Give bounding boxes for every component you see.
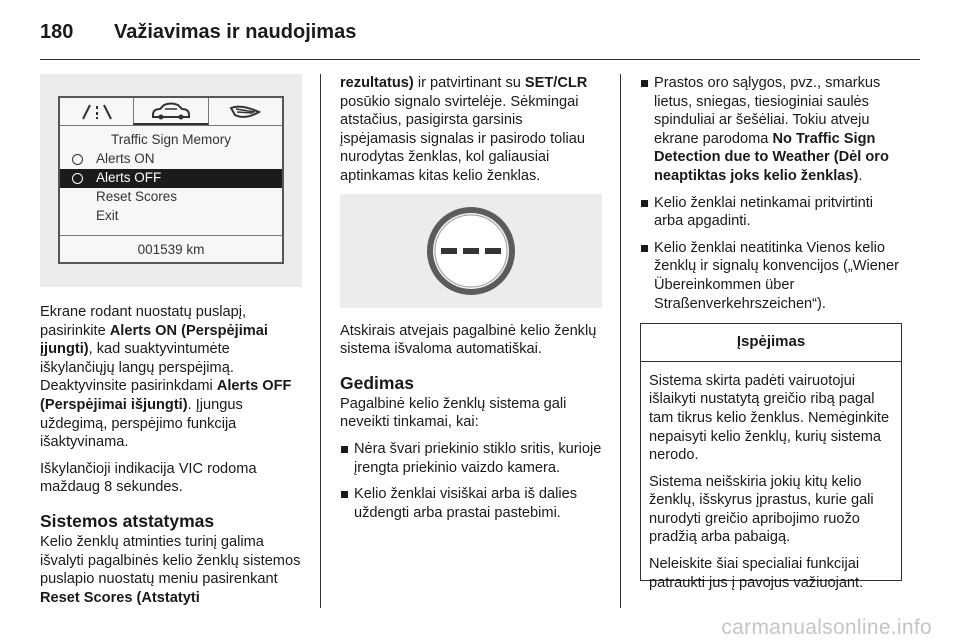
section-heading-fault: Gedimas <box>340 372 414 393</box>
list-item: Nėra švari priekinio stiklo sritis, kurioje įrengta priekinio vaizdo kamera. <box>340 440 602 477</box>
paragraph: Sistema neišskiria jokių kitų kelio ženklų, išskyrus įprastus, kurie gali nurodyti greičio apribojimo ruožo pradžią arba pabaigą. <box>649 473 874 546</box>
column-divider-2 <box>620 74 621 608</box>
paragraph: Neleiskite šiai specialiai funkcijai patraukti jus į pavojus važiuojant. <box>649 556 864 591</box>
menu-item-reset-scores[interactable]: Reset Scores <box>96 189 178 205</box>
display-tabs <box>60 98 282 126</box>
page-number: 180 <box>40 20 74 43</box>
fuel-eco-icon <box>209 98 282 125</box>
menu-item-exit[interactable]: Exit <box>96 208 119 224</box>
page-title: Važiavimas ir naudojimas <box>114 20 357 43</box>
paragraph: Kelio ženklų atminties turinį galima išvalyti pagalbinės kelio ženklų sistemos puslapio nuostatų meniu pasirenkant Reset Scores (Atstatyti <box>40 533 301 606</box>
sign-illustration <box>340 194 602 308</box>
warning-title: Įspėjimas <box>641 324 901 362</box>
warning-body <box>641 362 901 593</box>
warning-box <box>640 323 902 591</box>
radio-icon <box>72 154 83 165</box>
odometer-readout: 001539 km <box>60 235 282 262</box>
list-item: Kelio ženklai netinkamai pritvirtinti arba apgadinti. <box>640 194 902 231</box>
paragraph: Pagalbinė kelio ženklų sistema gali neveikti tinkamai, kai: <box>340 395 567 431</box>
paragraph: Sistema skirta padėti vairuotojui išlaikyti nustatytą greičio ribą pagal tam tikrus kelio ženklus. Nemėginkite nepaisyti kelio ženklų, kurių sistema nerodo. <box>649 372 890 464</box>
paragraph: Atskirais atvejais pagalbinė kelio ženklų sistema išvaloma automatiškai. <box>340 322 597 358</box>
list-item: Prastos oro sąlygos, pvz., smarkus lietus, sniegas, tiesioginiai saulės spinduliai ar šešėliai. Tokiu atveju ekrane parodoma No Traffic Sign Detection due to Weather (Dėl oro neaptiktas joks kelio ženklas). <box>640 74 902 186</box>
paragraph: Ekrane rodant nuostatų puslapį, pasirinkite Alerts ON (Perspėjimai įjungti), kad suaktyvintumėte iškylančiųjų langų perspėjimą. Deaktyvinsite pasirinkdami Alerts OFF (Perspėjimai išjungti). Įjungus uždegimą, perspėjimo funkcija išaktyvinama. <box>40 304 292 451</box>
menu-item-alerts-on[interactable]: Alerts ON <box>60 150 282 169</box>
no-sign-detected-icon <box>423 203 519 299</box>
header-rule <box>40 59 920 60</box>
column-2 <box>340 74 602 530</box>
menu-item-alerts-off[interactable]: Alerts OFF <box>60 169 282 188</box>
menu-title: Traffic Sign Memory <box>110 132 232 147</box>
list-item: Kelio ženklai visiškai arba iš dalies uždengti arba prastai pastebimi. <box>340 485 602 522</box>
column-3 <box>640 74 902 591</box>
paragraph: Iškylančioji indikacija VIC rodoma maždaug 8 sekundes. <box>40 460 257 496</box>
list-item: Kelio ženklai neatitinka Vienos kelio ženklų ir signalų konvencijos („Wiener Übereinkommen über Straßenverkehrszeichen“). <box>640 239 902 313</box>
radio-icon <box>72 173 83 184</box>
column-1 <box>40 74 302 615</box>
car-icon <box>133 98 208 125</box>
road-icon <box>60 98 133 125</box>
info-display <box>58 96 284 264</box>
watermark: carmanualsonline.info <box>721 616 932 639</box>
paragraph: rezultatus) ir patvirtinant su SET/CLR posūkio signalo svirtelėje. Sėkmingai atstačius, pasigirsta garsinis įspėjamasis signalas ir pasirodo toliau nurodytas ženklas, kol galiausiai aptinkamas kitas kelio ženklas. <box>340 75 588 184</box>
display-illustration <box>40 74 302 287</box>
page-header <box>40 12 920 52</box>
section-heading-reset: Sistemos atstatymas <box>40 510 215 531</box>
column-divider-1 <box>320 74 321 608</box>
